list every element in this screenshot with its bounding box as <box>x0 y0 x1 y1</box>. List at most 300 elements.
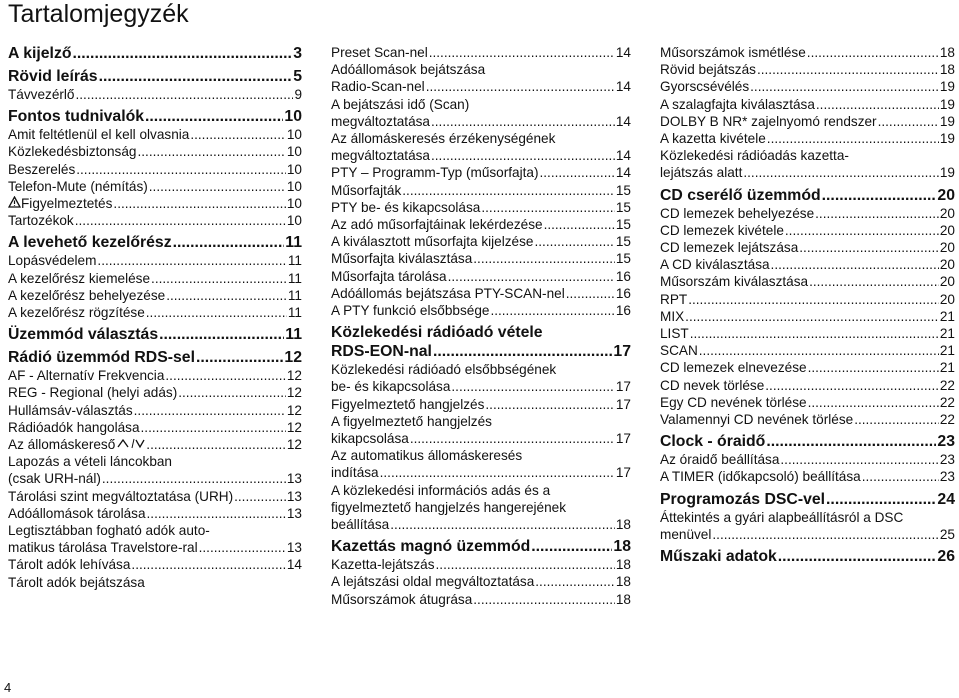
toc-entry <box>8 556 302 573</box>
toc-line <box>331 430 631 447</box>
toc-entry <box>8 212 302 229</box>
toc-section-heading <box>660 432 955 451</box>
toc-entry-text: DOLBY B NR* zajelnyomó rendszer <box>660 113 877 129</box>
dot-leader <box>147 505 286 522</box>
toc-page-number: 17 <box>613 343 631 361</box>
toc-entry <box>660 113 955 130</box>
toc-line <box>331 250 631 267</box>
toc-entry-text: Beszerelés <box>8 161 76 177</box>
dot-leader <box>854 411 939 428</box>
dot-leader <box>766 432 936 451</box>
toc-column-3 <box>660 44 955 566</box>
toc-entry-text: Közlekedési rádióadás kazetta- <box>660 148 849 164</box>
dot-leader <box>137 143 285 160</box>
toc-line <box>660 342 955 359</box>
dot-leader <box>799 239 939 256</box>
toc-page-number: 11 <box>287 253 302 269</box>
toc-line <box>660 291 955 308</box>
toc-page-number: 14 <box>615 165 631 181</box>
toc-line <box>660 130 955 147</box>
toc-entry-text: CD lemezek kivétele <box>660 222 784 238</box>
toc-entry <box>660 377 955 394</box>
dot-leader <box>750 78 939 95</box>
toc-entry-text: RDS-EON-nal <box>331 343 432 361</box>
toc-page-number: 13 <box>286 505 302 521</box>
toc-section-heading <box>8 107 302 126</box>
dot-leader <box>431 113 615 130</box>
toc-page-number: 10 <box>286 213 302 229</box>
toc-entry-text: Közlekedési rádióadó vétele <box>331 324 543 342</box>
toc-line <box>331 268 631 285</box>
toc-section-heading <box>331 323 631 361</box>
dot-leader <box>780 451 938 468</box>
dot-leader <box>165 367 285 384</box>
toc-entry-text: Programozás DSC-vel <box>660 490 826 508</box>
toc-page-number: 17 <box>615 379 631 395</box>
toc-line <box>8 252 302 269</box>
dot-leader <box>431 147 615 164</box>
toc-entry-text: A levehető kezelőrész <box>8 234 172 252</box>
toc-page-number: 16 <box>615 268 631 284</box>
toc-entry-text: PTY be- és kikapcsolása <box>331 199 481 215</box>
toc-page-number: 10 <box>286 127 302 143</box>
toc-entry-text: Az állomáskeresés érzékenységének <box>331 131 556 147</box>
dot-leader <box>699 342 939 359</box>
toc-entry <box>660 130 955 147</box>
dot-leader <box>429 44 615 61</box>
toc-entry <box>660 239 955 256</box>
toc-page-number: 17 <box>615 431 631 447</box>
toc-entry <box>331 302 631 319</box>
toc-line <box>8 470 302 487</box>
toc-line <box>660 432 955 451</box>
dot-leader <box>190 126 286 143</box>
warning-triangle-icon <box>8 195 21 212</box>
toc-line <box>331 113 631 130</box>
toc-line <box>8 233 302 252</box>
toc-page-number: 9 <box>294 87 302 102</box>
toc-page-number: 21 <box>939 360 955 376</box>
toc-entry-text: Rövid leírás <box>8 68 98 85</box>
toc-line <box>8 126 302 143</box>
dot-leader <box>544 216 615 233</box>
toc-line <box>660 78 955 95</box>
toc-entry-text: Preset Scan-nel <box>331 45 428 60</box>
toc-line <box>331 396 631 413</box>
toc-entry <box>660 359 955 376</box>
dot-leader <box>712 526 938 543</box>
toc-section-heading <box>331 537 631 556</box>
toc-line <box>331 516 631 533</box>
toc-line <box>331 199 631 216</box>
toc-line <box>331 61 631 78</box>
toc-entry <box>331 199 631 216</box>
toc-page-number: 11 <box>287 270 302 286</box>
toc-line <box>660 113 955 130</box>
toc-entry-text: Kazettás magnó üzemmód <box>331 538 531 556</box>
toc-entry-text: Radio-Scan-nel <box>331 79 425 95</box>
toc-entry-text: A bejátszási idő (Scan) <box>331 96 470 112</box>
dot-leader <box>149 178 286 195</box>
toc-line <box>8 143 302 160</box>
toc-entry <box>331 216 631 233</box>
dot-leader <box>410 430 615 447</box>
toc-line <box>331 216 631 233</box>
toc-line <box>331 537 631 556</box>
toc-line <box>660 256 955 273</box>
toc-page-number: 24 <box>937 490 955 508</box>
toc-line <box>8 348 302 367</box>
toc-line <box>660 451 955 468</box>
dot-leader <box>433 342 612 361</box>
toc-entry <box>8 505 302 522</box>
toc-line <box>331 182 631 199</box>
toc-page-number: 23 <box>937 433 955 451</box>
toc-line <box>331 591 631 608</box>
toc-page-number: 5 <box>293 68 302 85</box>
toc-line <box>660 186 955 205</box>
toc-page-number: 11 <box>285 234 302 252</box>
toc-entry-text: kikapcsolása <box>331 431 409 447</box>
toc-entry-text: beállítása <box>331 517 390 533</box>
toc-line <box>8 367 302 384</box>
toc-page-number: 11 <box>285 326 302 344</box>
toc-entry-text: SCAN <box>660 343 698 359</box>
toc-entry-text: RPT <box>660 291 688 307</box>
dot-leader <box>807 44 939 61</box>
toc-entry-text: Lapozás a vételi láncokban <box>8 454 172 470</box>
toc-entry-text: A kijelző <box>8 45 72 62</box>
toc-line <box>331 573 631 590</box>
toc-page-number: 25 <box>939 526 955 542</box>
toc-entry <box>331 233 631 250</box>
toc-line <box>331 233 631 250</box>
toc-page-number: 10 <box>286 144 302 160</box>
toc-entry-text: Fontos tudnivalók <box>8 108 145 126</box>
toc-line <box>331 342 631 361</box>
toc-entry <box>331 573 631 590</box>
page-number: 4 <box>4 680 12 695</box>
toc-section-heading <box>8 348 302 367</box>
toc-entry-text: Közlekedési rádióadó elsőbbségének <box>331 362 557 378</box>
toc-section-heading <box>660 547 955 566</box>
toc-entry <box>660 78 955 95</box>
toc-page-number: 10 <box>286 196 302 212</box>
toc-entry-text: CD lemezek elnevezése <box>660 360 807 376</box>
toc-page-number: 18 <box>939 62 955 78</box>
toc-entry-text: A kezelőrész kiemelése <box>8 270 151 286</box>
dot-leader <box>688 291 939 308</box>
toc-line <box>8 67 302 86</box>
toc-entry-text: Műszaki adatok <box>660 548 777 566</box>
toc-line <box>331 285 631 302</box>
toc-line <box>660 205 955 222</box>
toc-page-number: 18 <box>939 45 955 60</box>
toc-section-heading <box>8 44 302 63</box>
toc-page-number: 13 <box>286 488 302 504</box>
dot-leader <box>481 199 615 216</box>
toc-page-number: 19 <box>939 79 955 95</box>
toc-line <box>8 107 302 126</box>
toc-page-number: 14 <box>615 113 631 129</box>
toc-entry <box>660 256 955 273</box>
dot-leader <box>765 377 939 394</box>
toc-entry-text: megváltoztatása <box>331 113 430 129</box>
toc-entry-text: Távvezérlő <box>8 87 75 102</box>
toc-line <box>331 164 631 181</box>
toc-entry-text: A PTY funkció elsőbbsége <box>331 303 490 319</box>
toc-page-number: 18 <box>615 557 631 573</box>
toc-line <box>660 325 955 342</box>
toc-entry-text: CD lemezek lejátszása <box>660 240 799 256</box>
dot-leader <box>75 86 293 103</box>
toc-line <box>8 270 302 287</box>
toc-entry-text: A TIMER (időkapcsoló) beállítása <box>660 469 861 485</box>
dot-leader <box>534 233 614 250</box>
toc-entry-text: REG - Regional (helyi adás) <box>8 385 178 401</box>
toc-page-number: 21 <box>939 326 955 342</box>
dot-leader <box>113 195 285 212</box>
toc-page-number: 20 <box>939 274 955 290</box>
dot-leader <box>141 419 286 436</box>
toc-section-heading <box>8 233 302 252</box>
dot-leader <box>159 325 284 344</box>
toc-entry-text: Clock - óraidő <box>660 433 766 451</box>
toc-entry-text: Figyelmeztetés <box>21 196 113 212</box>
toc-page-number: 12 <box>286 437 302 453</box>
toc-entry-text: (csak URH-nál) <box>8 471 101 487</box>
toc-page-number: 18 <box>615 574 631 590</box>
toc-line <box>8 488 302 505</box>
toc-entry-text: Adóállomások tárolása <box>8 505 146 521</box>
dot-leader <box>771 256 939 273</box>
dot-leader <box>815 205 939 222</box>
dot-leader <box>102 470 286 487</box>
toc-section-heading <box>8 67 302 86</box>
toc-page-number: 11 <box>287 305 302 321</box>
dot-leader <box>146 436 286 453</box>
toc-page-number: 20 <box>939 205 955 221</box>
toc-line <box>660 394 955 411</box>
toc-entry-text: be- és kikapcsolása <box>331 379 451 395</box>
toc-entry <box>331 285 631 302</box>
toc-entry <box>660 325 955 342</box>
toc-entry <box>8 384 302 401</box>
toc-line <box>660 44 955 61</box>
dot-leader <box>390 516 615 533</box>
toc-entry <box>8 522 302 556</box>
toc-entry-text: matikus tárolása Travelstore-ral <box>8 540 198 556</box>
toc-entry-text: Legtisztábban fogható adók auto- <box>8 523 210 539</box>
toc-entry <box>8 161 302 178</box>
toc-section-heading <box>660 186 955 205</box>
toc-line <box>8 384 302 401</box>
toc-entry <box>660 147 955 181</box>
dot-leader <box>451 378 614 395</box>
toc-entry <box>331 44 631 61</box>
dot-leader <box>531 537 612 556</box>
toc-line <box>8 195 302 212</box>
dot-leader <box>808 359 939 376</box>
toc-entry-text: Műsorszám kiválasztása <box>660 274 809 290</box>
toc-entry-text: Üzemmód választás <box>8 326 159 344</box>
toc-page-number: 18 <box>613 538 631 556</box>
toc-line <box>660 359 955 376</box>
toc-line <box>331 302 631 319</box>
toc-entry-text: Telefon-Mute (némítás) <box>8 178 148 194</box>
dot-leader <box>151 270 287 287</box>
dot-leader <box>785 222 939 239</box>
toc-entry <box>331 361 631 395</box>
toc-entry <box>331 482 631 534</box>
toc-entry <box>660 394 955 411</box>
toc-entry-text: Figyelmeztető hangjelzés <box>331 396 485 412</box>
toc-entry <box>331 61 631 78</box>
toc-page-number: 14 <box>615 79 631 95</box>
toc-entry-text: A kazetta kivétele <box>660 131 766 147</box>
toc-line <box>331 147 631 164</box>
toc-entry <box>331 164 631 181</box>
dot-leader <box>878 113 939 130</box>
toc-entry <box>331 78 631 95</box>
toc-page-number: 3 <box>293 45 302 62</box>
toc-entry <box>331 182 631 199</box>
toc-entry <box>660 411 955 428</box>
toc-line <box>8 556 302 573</box>
toc-entry-text: AF - Alternatív Frekvencia <box>8 368 165 384</box>
toc-page-number: 19 <box>939 131 955 147</box>
toc-page-number: 12 <box>286 385 302 401</box>
dot-leader <box>490 302 614 319</box>
dot-leader <box>862 468 939 485</box>
toc-entry <box>660 451 955 468</box>
toc-page-number: 15 <box>615 234 631 250</box>
toc-line <box>8 161 302 178</box>
toc-page-number: 21 <box>939 343 955 359</box>
toc-page-number: 19 <box>939 113 955 129</box>
toc-entry <box>8 178 302 195</box>
dot-leader <box>402 182 615 199</box>
toc-line <box>331 78 631 95</box>
toc-entry <box>660 273 955 290</box>
toc-line <box>331 464 631 481</box>
toc-entry <box>8 287 302 304</box>
toc-entry <box>660 308 955 325</box>
toc-entry <box>8 402 302 419</box>
dot-leader <box>822 186 937 205</box>
toc-entry-text: A kezelőrész rögzítése <box>8 305 145 321</box>
toc-entry-text: Tárolási szint megváltoztatása (URH) <box>8 488 234 504</box>
toc-line <box>660 273 955 290</box>
toc-entry <box>660 96 955 113</box>
toc-page-number: 19 <box>939 165 955 181</box>
dot-leader <box>566 285 615 302</box>
toc-entry-text: Rádióadók hangolása <box>8 419 140 435</box>
toc-entry-text: Közlekedésbiztonság <box>8 144 137 160</box>
dot-leader <box>473 250 615 267</box>
toc-line <box>8 178 302 195</box>
toc-page-number: 22 <box>939 394 955 410</box>
toc-page-number: 17 <box>615 396 631 412</box>
toc-page-number: 12 <box>286 368 302 384</box>
toc-line <box>660 96 955 113</box>
toc-page-number: 21 <box>939 308 955 324</box>
toc-entry-text: megváltoztatása <box>331 148 430 164</box>
toc-line <box>660 61 955 78</box>
toc-line <box>8 574 302 591</box>
toc-entry <box>660 61 955 78</box>
toc-entry <box>8 126 302 143</box>
dot-leader <box>131 556 285 573</box>
dot-leader <box>199 539 286 556</box>
toc-page-number: 20 <box>937 186 955 204</box>
toc-entry-text: A kezelőrész behelyezése <box>8 287 166 303</box>
toc-entry-text: A kiválasztott műsorfajta kijelzése <box>331 234 534 250</box>
toc-line <box>8 304 302 321</box>
dot-leader <box>73 44 293 63</box>
toc-page-number: 13 <box>286 471 302 487</box>
toc-entry-text: Amit feltétlenül el kell olvasnia <box>8 127 190 143</box>
toc-entry-text: Az automatikus állomáskeresés <box>331 448 523 464</box>
toc-page-number: 15 <box>615 217 631 233</box>
toc-page-number: 12 <box>286 419 302 435</box>
toc-entry-text: Tartozékok <box>8 213 74 229</box>
toc-line <box>8 44 302 63</box>
toc-entry-text: Műsorfajta kiválasztása <box>331 251 473 267</box>
toc-page-number: 23 <box>939 469 955 485</box>
toc-line <box>8 86 302 103</box>
toc-entry <box>8 195 302 212</box>
toc-line <box>8 287 302 304</box>
toc-entry <box>8 574 302 591</box>
toc-page-number: 20 <box>939 240 955 256</box>
toc-line <box>660 239 955 256</box>
toc-entry <box>8 488 302 505</box>
dot-leader <box>75 212 286 229</box>
dot-leader <box>380 464 615 481</box>
toc-page-number: 18 <box>615 517 631 533</box>
dot-leader <box>485 396 614 413</box>
toc-line <box>660 308 955 325</box>
toc-entry-text: A figyelmeztető hangjelzés <box>331 413 492 429</box>
toc-page-number: 11 <box>287 287 302 303</box>
toc-entry <box>8 453 302 487</box>
toc-entry-text: Tárolt adók bejátszása <box>8 574 145 590</box>
toc-entry-text: Műsorszámok ismétlése <box>660 45 806 60</box>
toc-entry-text: indítása <box>331 465 379 481</box>
toc-entry-text: LIST <box>660 326 689 342</box>
toc-page-number: 26 <box>937 548 955 566</box>
toc-page-number: 19 <box>939 96 955 112</box>
toc-entry <box>8 419 302 436</box>
dot-leader <box>76 161 286 178</box>
toc-entry-text: A lejátszási oldal megváltoztatása <box>331 574 535 590</box>
toc-line <box>660 490 955 509</box>
dot-leader <box>134 402 286 419</box>
toc-page-number: 20 <box>939 291 955 307</box>
toc-line <box>660 164 955 181</box>
toc-line <box>8 212 302 229</box>
toc-entry-text: Az állomáskereső <box>8 437 116 453</box>
toc-page-number: 15 <box>615 182 631 198</box>
toc-entry <box>8 270 302 287</box>
toc-page-number: 22 <box>939 377 955 393</box>
toc-page-number: 15 <box>615 251 631 267</box>
dot-leader <box>809 273 939 290</box>
dot-leader <box>234 488 286 505</box>
toc-entry-text: Áttekintés a gyári alapbeállításról a DSC <box>660 509 904 525</box>
toc-entry-text: MIX <box>660 308 685 324</box>
